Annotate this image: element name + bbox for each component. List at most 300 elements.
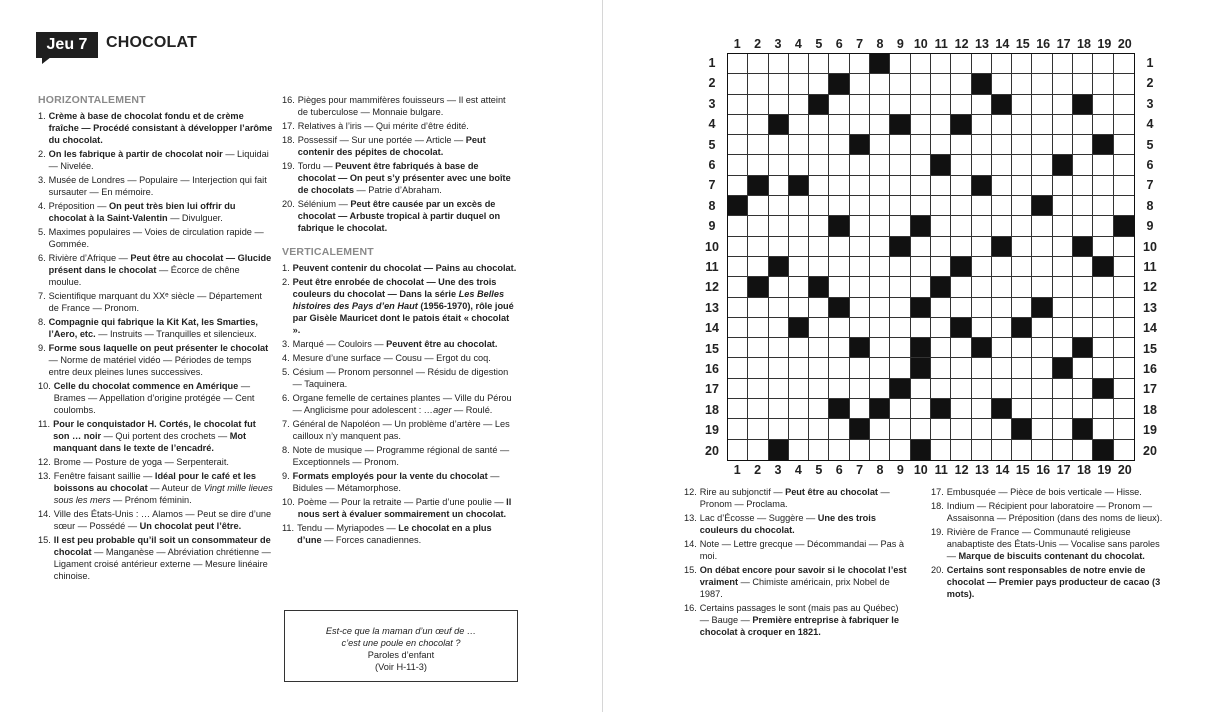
grid-cell[interactable] bbox=[870, 338, 890, 358]
grid-cell[interactable] bbox=[1093, 318, 1113, 338]
grid-cell[interactable] bbox=[1053, 419, 1073, 439]
grid-cell[interactable] bbox=[850, 298, 870, 318]
grid-cell[interactable] bbox=[748, 358, 768, 378]
grid-cell[interactable] bbox=[951, 440, 971, 460]
grid-cell[interactable] bbox=[789, 257, 809, 277]
grid-cell[interactable] bbox=[850, 440, 870, 460]
grid-cell[interactable] bbox=[1093, 115, 1113, 135]
grid-cell[interactable] bbox=[870, 318, 890, 338]
grid-cell[interactable] bbox=[1093, 95, 1113, 115]
grid-cell[interactable] bbox=[1032, 419, 1052, 439]
grid-cell[interactable] bbox=[850, 74, 870, 94]
grid-cell[interactable] bbox=[890, 135, 910, 155]
grid-cell[interactable] bbox=[890, 54, 910, 74]
grid-cell[interactable] bbox=[1012, 74, 1032, 94]
grid-cell[interactable] bbox=[1053, 216, 1073, 236]
grid-cell[interactable] bbox=[972, 358, 992, 378]
grid-cell[interactable] bbox=[1073, 298, 1093, 318]
grid-cell[interactable] bbox=[789, 419, 809, 439]
grid-cell[interactable] bbox=[829, 358, 849, 378]
grid-cell[interactable] bbox=[728, 419, 748, 439]
grid-cell[interactable] bbox=[850, 196, 870, 216]
grid-cell[interactable] bbox=[1053, 257, 1073, 277]
grid-cell[interactable] bbox=[850, 257, 870, 277]
grid-cell[interactable] bbox=[972, 257, 992, 277]
grid-cell[interactable] bbox=[1012, 440, 1032, 460]
grid-cell[interactable] bbox=[890, 318, 910, 338]
grid-cell[interactable] bbox=[992, 298, 1012, 318]
grid-cell[interactable] bbox=[748, 338, 768, 358]
grid-cell[interactable] bbox=[789, 54, 809, 74]
grid-cell[interactable] bbox=[870, 196, 890, 216]
grid-cell[interactable] bbox=[829, 318, 849, 338]
grid-cell[interactable] bbox=[911, 74, 931, 94]
grid-cell[interactable] bbox=[870, 237, 890, 257]
grid-cell[interactable] bbox=[789, 155, 809, 175]
grid-cell[interactable] bbox=[728, 54, 748, 74]
grid-cell[interactable] bbox=[911, 237, 931, 257]
grid-cell[interactable] bbox=[1114, 399, 1134, 419]
grid-cell[interactable] bbox=[769, 95, 789, 115]
grid-cell[interactable] bbox=[789, 135, 809, 155]
grid-cell[interactable] bbox=[972, 135, 992, 155]
grid-cell[interactable] bbox=[809, 399, 829, 419]
grid-cell[interactable] bbox=[911, 277, 931, 297]
grid-cell[interactable] bbox=[870, 440, 890, 460]
grid-cell[interactable] bbox=[1114, 338, 1134, 358]
grid-cell[interactable] bbox=[1073, 196, 1093, 216]
grid-cell[interactable] bbox=[911, 135, 931, 155]
grid-cell[interactable] bbox=[1053, 95, 1073, 115]
grid-cell[interactable] bbox=[789, 237, 809, 257]
grid-cell[interactable] bbox=[728, 216, 748, 236]
grid-cell[interactable] bbox=[931, 54, 951, 74]
grid-cell[interactable] bbox=[972, 440, 992, 460]
grid-cell[interactable] bbox=[748, 216, 768, 236]
grid-cell[interactable] bbox=[748, 318, 768, 338]
grid-cell[interactable] bbox=[769, 399, 789, 419]
grid-cell[interactable] bbox=[1073, 135, 1093, 155]
grid-cell[interactable] bbox=[728, 440, 748, 460]
grid-cell[interactable] bbox=[1093, 74, 1113, 94]
grid-cell[interactable] bbox=[951, 237, 971, 257]
grid-cell[interactable] bbox=[992, 196, 1012, 216]
grid-cell[interactable] bbox=[789, 440, 809, 460]
grid-cell[interactable] bbox=[1073, 277, 1093, 297]
grid-cell[interactable] bbox=[951, 95, 971, 115]
grid-cell[interactable] bbox=[829, 95, 849, 115]
grid-cell[interactable] bbox=[1114, 54, 1134, 74]
grid-cell[interactable] bbox=[1012, 237, 1032, 257]
grid-cell[interactable] bbox=[1012, 196, 1032, 216]
grid-cell[interactable] bbox=[809, 257, 829, 277]
grid-cell[interactable] bbox=[789, 399, 809, 419]
grid-cell[interactable] bbox=[870, 74, 890, 94]
grid-cell[interactable] bbox=[870, 95, 890, 115]
grid-cell[interactable] bbox=[890, 257, 910, 277]
grid-cell[interactable] bbox=[789, 216, 809, 236]
grid-cell[interactable] bbox=[1032, 216, 1052, 236]
grid-cell[interactable] bbox=[951, 196, 971, 216]
grid-cell[interactable] bbox=[1114, 74, 1134, 94]
grid-cell[interactable] bbox=[972, 155, 992, 175]
grid-cell[interactable] bbox=[992, 440, 1012, 460]
grid-cell[interactable] bbox=[809, 115, 829, 135]
grid-cell[interactable] bbox=[870, 298, 890, 318]
grid-cell[interactable] bbox=[1114, 135, 1134, 155]
grid-cell[interactable] bbox=[1073, 399, 1093, 419]
grid-cell[interactable] bbox=[992, 257, 1012, 277]
grid-cell[interactable] bbox=[951, 216, 971, 236]
grid-cell[interactable] bbox=[809, 155, 829, 175]
grid-cell[interactable] bbox=[829, 257, 849, 277]
grid-cell[interactable] bbox=[1053, 318, 1073, 338]
grid-cell[interactable] bbox=[809, 74, 829, 94]
grid-cell[interactable] bbox=[1073, 176, 1093, 196]
grid-cell[interactable] bbox=[1093, 277, 1113, 297]
grid-cell[interactable] bbox=[1053, 379, 1073, 399]
grid-cell[interactable] bbox=[829, 115, 849, 135]
grid-cell[interactable] bbox=[748, 196, 768, 216]
grid-cell[interactable] bbox=[728, 135, 748, 155]
grid-cell[interactable] bbox=[829, 338, 849, 358]
grid-cell[interactable] bbox=[931, 115, 951, 135]
grid-cell[interactable] bbox=[1073, 358, 1093, 378]
grid-cell[interactable] bbox=[1073, 216, 1093, 236]
grid-cell[interactable] bbox=[1012, 135, 1032, 155]
grid-cell[interactable] bbox=[992, 318, 1012, 338]
grid-cell[interactable] bbox=[1093, 216, 1113, 236]
grid-cell[interactable] bbox=[972, 237, 992, 257]
grid-cell[interactable] bbox=[951, 298, 971, 318]
grid-cell[interactable] bbox=[829, 440, 849, 460]
grid-cell[interactable] bbox=[951, 419, 971, 439]
grid-cell[interactable] bbox=[1114, 95, 1134, 115]
grid-cell[interactable] bbox=[1073, 74, 1093, 94]
grid-cell[interactable] bbox=[890, 419, 910, 439]
grid-cell[interactable] bbox=[1114, 155, 1134, 175]
grid-cell[interactable] bbox=[789, 358, 809, 378]
grid-cell[interactable] bbox=[870, 155, 890, 175]
grid-cell[interactable] bbox=[1114, 277, 1134, 297]
grid-cell[interactable] bbox=[728, 358, 748, 378]
grid-cell[interactable] bbox=[1032, 54, 1052, 74]
grid-cell[interactable] bbox=[951, 379, 971, 399]
grid-cell[interactable] bbox=[911, 95, 931, 115]
grid-cell[interactable] bbox=[1032, 318, 1052, 338]
grid-cell[interactable] bbox=[1114, 176, 1134, 196]
grid-cell[interactable] bbox=[728, 318, 748, 338]
grid-cell[interactable] bbox=[911, 176, 931, 196]
grid-cell[interactable] bbox=[850, 399, 870, 419]
grid-cell[interactable] bbox=[728, 115, 748, 135]
grid-cell[interactable] bbox=[748, 54, 768, 74]
grid-cell[interactable] bbox=[769, 216, 789, 236]
grid-cell[interactable] bbox=[931, 358, 951, 378]
grid-cell[interactable] bbox=[951, 399, 971, 419]
grid-cell[interactable] bbox=[1032, 338, 1052, 358]
grid-cell[interactable] bbox=[809, 379, 829, 399]
grid-cell[interactable] bbox=[809, 216, 829, 236]
grid-cell[interactable] bbox=[931, 318, 951, 338]
grid-cell[interactable] bbox=[1012, 54, 1032, 74]
grid-cell[interactable] bbox=[728, 74, 748, 94]
grid-cell[interactable] bbox=[890, 95, 910, 115]
grid-cell[interactable] bbox=[931, 176, 951, 196]
grid-cell[interactable] bbox=[829, 379, 849, 399]
grid-cell[interactable] bbox=[1012, 176, 1032, 196]
grid-cell[interactable] bbox=[911, 155, 931, 175]
grid-cell[interactable] bbox=[972, 379, 992, 399]
grid-cell[interactable] bbox=[829, 54, 849, 74]
grid-cell[interactable] bbox=[911, 115, 931, 135]
grid-cell[interactable] bbox=[769, 54, 789, 74]
grid-cell[interactable] bbox=[1012, 338, 1032, 358]
grid-cell[interactable] bbox=[1114, 115, 1134, 135]
grid-cell[interactable] bbox=[1093, 358, 1113, 378]
grid-cell[interactable] bbox=[951, 54, 971, 74]
grid-cell[interactable] bbox=[1053, 298, 1073, 318]
grid-cell[interactable] bbox=[931, 338, 951, 358]
grid-cell[interactable] bbox=[1032, 115, 1052, 135]
grid-cell[interactable] bbox=[972, 115, 992, 135]
grid-cell[interactable] bbox=[870, 176, 890, 196]
grid-cell[interactable] bbox=[1053, 196, 1073, 216]
grid-cell[interactable] bbox=[728, 257, 748, 277]
grid-cell[interactable] bbox=[1012, 358, 1032, 378]
grid-cell[interactable] bbox=[789, 196, 809, 216]
grid-cell[interactable] bbox=[1053, 277, 1073, 297]
grid-cell[interactable] bbox=[728, 95, 748, 115]
grid-cell[interactable] bbox=[1114, 419, 1134, 439]
grid-cell[interactable] bbox=[769, 379, 789, 399]
grid-cell[interactable] bbox=[809, 298, 829, 318]
grid-cell[interactable] bbox=[809, 54, 829, 74]
grid-cell[interactable] bbox=[748, 298, 768, 318]
grid-cell[interactable] bbox=[890, 216, 910, 236]
grid-cell[interactable] bbox=[890, 298, 910, 318]
grid-cell[interactable] bbox=[1093, 54, 1113, 74]
grid-cell[interactable] bbox=[911, 379, 931, 399]
grid-cell[interactable] bbox=[972, 298, 992, 318]
grid-cell[interactable] bbox=[1114, 298, 1134, 318]
grid-cell[interactable] bbox=[850, 237, 870, 257]
grid-cell[interactable] bbox=[890, 277, 910, 297]
grid-cell[interactable] bbox=[931, 419, 951, 439]
grid-cell[interactable] bbox=[890, 338, 910, 358]
grid-cell[interactable] bbox=[769, 196, 789, 216]
grid-cell[interactable] bbox=[992, 358, 1012, 378]
grid-cell[interactable] bbox=[1114, 196, 1134, 216]
grid-cell[interactable] bbox=[1032, 440, 1052, 460]
grid-cell[interactable] bbox=[850, 115, 870, 135]
grid-cell[interactable] bbox=[931, 135, 951, 155]
grid-cell[interactable] bbox=[1093, 155, 1113, 175]
grid-cell[interactable] bbox=[992, 216, 1012, 236]
grid-cell[interactable] bbox=[769, 74, 789, 94]
grid-cell[interactable] bbox=[1073, 54, 1093, 74]
grid-cell[interactable] bbox=[1093, 399, 1113, 419]
grid-cell[interactable] bbox=[931, 216, 951, 236]
grid-cell[interactable] bbox=[1073, 318, 1093, 338]
grid-cell[interactable] bbox=[972, 196, 992, 216]
grid-cell[interactable] bbox=[748, 379, 768, 399]
grid-cell[interactable] bbox=[809, 135, 829, 155]
grid-cell[interactable] bbox=[951, 338, 971, 358]
grid-cell[interactable] bbox=[728, 176, 748, 196]
grid-cell[interactable] bbox=[850, 176, 870, 196]
grid-cell[interactable] bbox=[809, 440, 829, 460]
grid-cell[interactable] bbox=[728, 237, 748, 257]
grid-cell[interactable] bbox=[931, 298, 951, 318]
grid-cell[interactable] bbox=[890, 196, 910, 216]
grid-cell[interactable] bbox=[911, 196, 931, 216]
grid-cell[interactable] bbox=[748, 419, 768, 439]
grid-cell[interactable] bbox=[769, 358, 789, 378]
grid-cell[interactable] bbox=[850, 216, 870, 236]
grid-cell[interactable] bbox=[1114, 318, 1134, 338]
grid-cell[interactable] bbox=[1053, 115, 1073, 135]
grid-cell[interactable] bbox=[931, 74, 951, 94]
grid-cell[interactable] bbox=[1114, 257, 1134, 277]
grid-cell[interactable] bbox=[951, 135, 971, 155]
grid-cell[interactable] bbox=[1012, 95, 1032, 115]
grid-cell[interactable] bbox=[911, 257, 931, 277]
grid-cell[interactable] bbox=[850, 318, 870, 338]
grid-cell[interactable] bbox=[890, 399, 910, 419]
grid-cell[interactable] bbox=[748, 155, 768, 175]
grid-cell[interactable] bbox=[1093, 298, 1113, 318]
grid-cell[interactable] bbox=[748, 257, 768, 277]
grid-cell[interactable] bbox=[789, 338, 809, 358]
grid-cell[interactable] bbox=[789, 379, 809, 399]
grid-cell[interactable] bbox=[728, 155, 748, 175]
grid-cell[interactable] bbox=[890, 358, 910, 378]
grid-cell[interactable] bbox=[728, 399, 748, 419]
grid-cell[interactable] bbox=[1032, 358, 1052, 378]
grid-cell[interactable] bbox=[1073, 379, 1093, 399]
grid-cell[interactable] bbox=[1012, 298, 1032, 318]
grid-cell[interactable] bbox=[829, 135, 849, 155]
grid-cell[interactable] bbox=[769, 298, 789, 318]
grid-cell[interactable] bbox=[789, 298, 809, 318]
grid-cell[interactable] bbox=[992, 277, 1012, 297]
grid-cell[interactable] bbox=[829, 237, 849, 257]
grid-cell[interactable] bbox=[992, 115, 1012, 135]
grid-cell[interactable] bbox=[1093, 196, 1113, 216]
grid-cell[interactable] bbox=[1073, 155, 1093, 175]
grid-cell[interactable] bbox=[809, 237, 829, 257]
grid-cell[interactable] bbox=[748, 74, 768, 94]
grid-cell[interactable] bbox=[1012, 399, 1032, 419]
grid-cell[interactable] bbox=[972, 277, 992, 297]
grid-cell[interactable] bbox=[1032, 74, 1052, 94]
grid-cell[interactable] bbox=[870, 419, 890, 439]
grid-cell[interactable] bbox=[870, 135, 890, 155]
grid-cell[interactable] bbox=[728, 277, 748, 297]
grid-cell[interactable] bbox=[890, 74, 910, 94]
grid-cell[interactable] bbox=[1114, 237, 1134, 257]
grid-cell[interactable] bbox=[1093, 176, 1113, 196]
grid-cell[interactable] bbox=[789, 277, 809, 297]
grid-cell[interactable] bbox=[789, 95, 809, 115]
grid-cell[interactable] bbox=[829, 176, 849, 196]
grid-cell[interactable] bbox=[748, 237, 768, 257]
grid-cell[interactable] bbox=[809, 419, 829, 439]
grid-cell[interactable] bbox=[789, 74, 809, 94]
grid-cell[interactable] bbox=[1032, 155, 1052, 175]
grid-cell[interactable] bbox=[951, 358, 971, 378]
grid-cell[interactable] bbox=[1093, 338, 1113, 358]
grid-cell[interactable] bbox=[1073, 440, 1093, 460]
grid-cell[interactable] bbox=[809, 196, 829, 216]
grid-cell[interactable] bbox=[769, 338, 789, 358]
grid-cell[interactable] bbox=[870, 115, 890, 135]
grid-cell[interactable] bbox=[829, 277, 849, 297]
grid-cell[interactable] bbox=[1032, 379, 1052, 399]
grid-cell[interactable] bbox=[809, 358, 829, 378]
grid-cell[interactable] bbox=[809, 318, 829, 338]
grid-cell[interactable] bbox=[931, 257, 951, 277]
grid-cell[interactable] bbox=[1114, 379, 1134, 399]
grid-cell[interactable] bbox=[951, 176, 971, 196]
grid-cell[interactable] bbox=[850, 277, 870, 297]
grid-cell[interactable] bbox=[1032, 135, 1052, 155]
grid-cell[interactable] bbox=[809, 176, 829, 196]
grid-cell[interactable] bbox=[1053, 54, 1073, 74]
grid-cell[interactable] bbox=[1073, 257, 1093, 277]
grid-cell[interactable] bbox=[1012, 277, 1032, 297]
grid-cell[interactable] bbox=[972, 318, 992, 338]
grid-cell[interactable] bbox=[769, 135, 789, 155]
grid-cell[interactable] bbox=[748, 115, 768, 135]
grid-cell[interactable] bbox=[992, 338, 1012, 358]
grid-cell[interactable] bbox=[748, 399, 768, 419]
grid-cell[interactable] bbox=[748, 95, 768, 115]
grid-cell[interactable] bbox=[1032, 237, 1052, 257]
grid-cell[interactable] bbox=[1012, 115, 1032, 135]
grid-cell[interactable] bbox=[769, 155, 789, 175]
grid-cell[interactable] bbox=[972, 399, 992, 419]
grid-cell[interactable] bbox=[992, 176, 1012, 196]
grid-cell[interactable] bbox=[850, 54, 870, 74]
grid-cell[interactable] bbox=[1053, 135, 1073, 155]
grid-cell[interactable] bbox=[992, 54, 1012, 74]
grid-cell[interactable] bbox=[748, 135, 768, 155]
grid-cell[interactable] bbox=[1032, 257, 1052, 277]
grid-cell[interactable] bbox=[931, 379, 951, 399]
grid-cell[interactable] bbox=[1032, 95, 1052, 115]
grid-cell[interactable] bbox=[951, 155, 971, 175]
grid-cell[interactable] bbox=[1012, 216, 1032, 236]
grid-cell[interactable] bbox=[769, 318, 789, 338]
grid-cell[interactable] bbox=[748, 440, 768, 460]
grid-cell[interactable] bbox=[1053, 176, 1073, 196]
grid-cell[interactable] bbox=[972, 95, 992, 115]
grid-cell[interactable] bbox=[850, 95, 870, 115]
grid-cell[interactable] bbox=[951, 74, 971, 94]
grid-cell[interactable] bbox=[789, 115, 809, 135]
grid-cell[interactable] bbox=[728, 379, 748, 399]
grid-cell[interactable] bbox=[1053, 440, 1073, 460]
grid-cell[interactable] bbox=[972, 54, 992, 74]
grid-cell[interactable] bbox=[769, 277, 789, 297]
grid-cell[interactable] bbox=[890, 176, 910, 196]
grid-cell[interactable] bbox=[870, 216, 890, 236]
grid-cell[interactable] bbox=[1093, 419, 1113, 439]
grid-cell[interactable] bbox=[769, 419, 789, 439]
grid-cell[interactable] bbox=[850, 155, 870, 175]
